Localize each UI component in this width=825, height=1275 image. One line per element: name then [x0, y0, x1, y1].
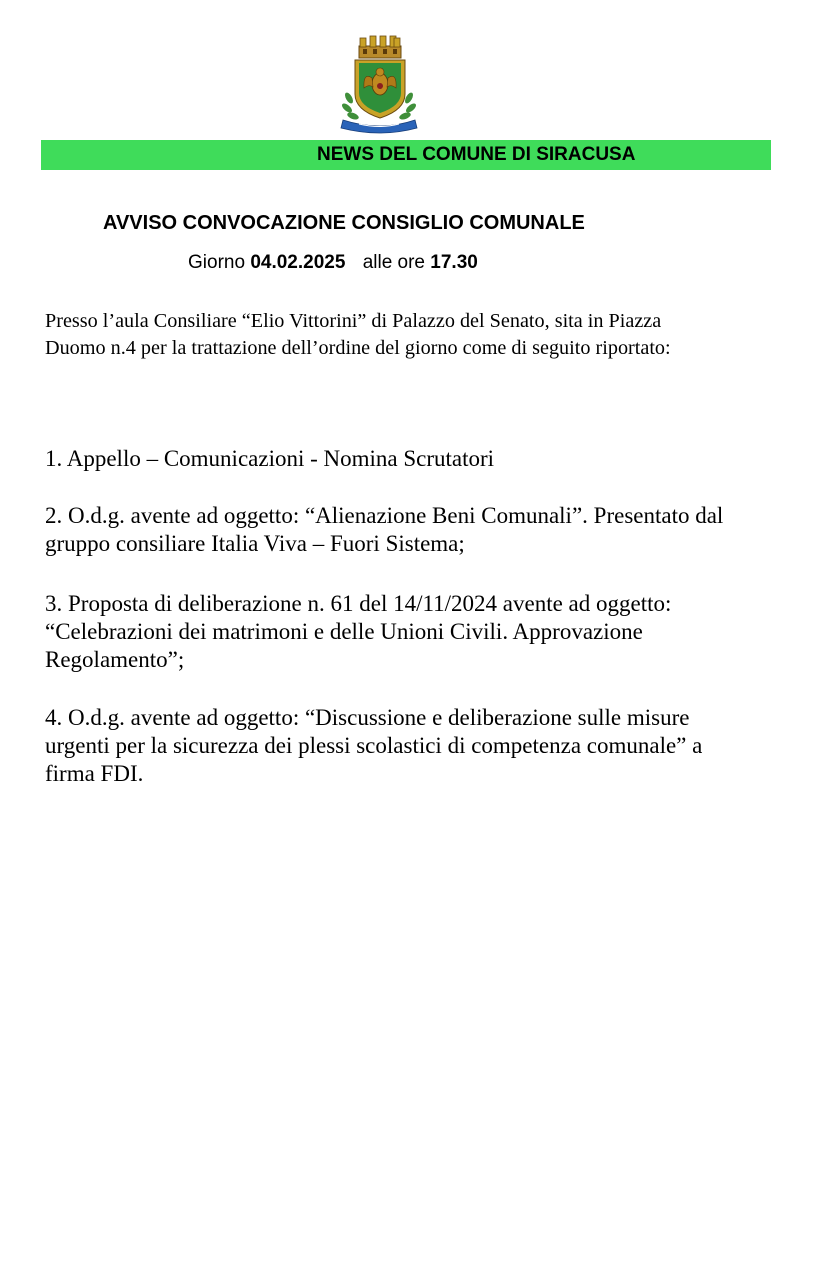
shield-icon	[355, 60, 405, 118]
banner-title: NEWS DEL COMUNE DI SIRACUSA	[317, 144, 636, 165]
agenda-line: 4. O.d.g. avente ad oggetto: “Discussione e deliberazione sulle misure	[45, 705, 690, 730]
meeting-time: 17.30	[430, 252, 478, 273]
day-label: Giorno	[188, 252, 246, 273]
agenda-item-2	[45, 502, 790, 558]
coat-of-arms-icon	[333, 32, 425, 136]
agenda-line: 3. Proposta di deliberazione n. 61 del 14/11/2024 avente ad oggetto:	[45, 591, 672, 616]
meeting-date: 04.02.2025	[250, 252, 346, 273]
intro-line: Duomo n.4 per la trattazione dell’ordine del giorno come di seguito riportato:	[45, 337, 671, 359]
news-banner	[41, 140, 771, 170]
agenda-line: 1. Appello – Comunicazioni - Nomina Scrutatori	[45, 446, 495, 471]
agenda-item-1	[45, 445, 790, 473]
agenda-line: gruppo consiliare Italia Viva – Fuori Sistema;	[45, 531, 465, 556]
notice-title: AVVISO CONVOCAZIONE CONSIGLIO COMUNALE	[103, 212, 585, 234]
date-time-line	[188, 252, 478, 274]
agenda-line: urgenti per la sicurezza dei plessi scolastici di competenza comunale” a	[45, 733, 703, 758]
agenda-item-4	[45, 704, 790, 788]
time-label: alle ore	[362, 252, 426, 273]
agenda-line: “Celebrazioni dei matrimoni e delle Unioni Civili. Approvazione	[45, 619, 643, 644]
agenda-line: 2. O.d.g. avente ad oggetto: “Alienazione Beni Comunali”. Presentato dal	[45, 503, 724, 528]
agenda-line: Regolamento”;	[45, 647, 185, 672]
crown-icon	[359, 36, 401, 58]
ribbon-icon	[341, 120, 417, 133]
intro-line: Presso l’aula Consiliare “Elio Vittorini” di Palazzo del Senato, sita in Piazza	[45, 310, 662, 332]
agenda-item-3	[45, 590, 790, 674]
intro-paragraph	[45, 308, 790, 362]
agenda-line: firma FDI.	[45, 761, 144, 786]
